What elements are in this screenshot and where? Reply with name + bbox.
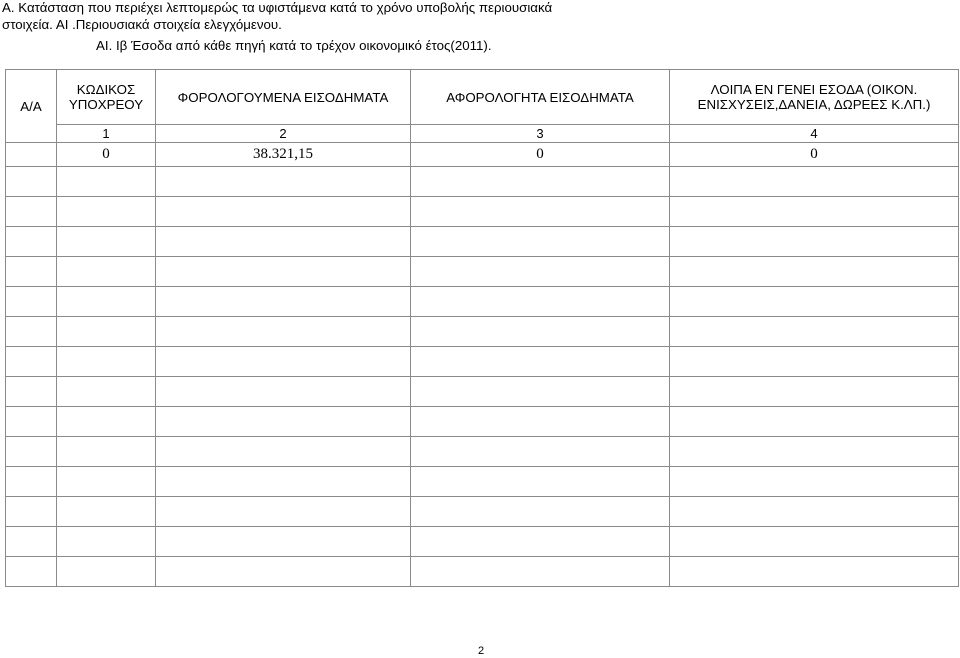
col-number-4: 4 (670, 125, 959, 143)
empty-row (6, 437, 959, 467)
empty-row (6, 317, 959, 347)
heading-line-1: Α. Κατάσταση που περιέχει λεπτομερώς τα υφιστάμενα κατά το χρόνο υποβολής περιουσιακά (2, 0, 553, 15)
page-number: 2 (478, 645, 485, 657)
col-number-3: 3 (411, 125, 670, 143)
empty-row (6, 227, 959, 257)
empty-row (6, 527, 959, 557)
empty-row (6, 167, 959, 197)
row-other-cell: 0 (670, 143, 959, 167)
col-number-1: 1 (57, 125, 156, 143)
row-code-cell: 0 (57, 143, 156, 167)
empty-row (6, 407, 959, 437)
heading-line-3: ΑΙ. Ιβ Έσοδα από κάθε πηγή κατά το τρέχον οικονομικό έτος(2011). (96, 38, 492, 53)
empty-row (6, 287, 959, 317)
empty-row (6, 347, 959, 377)
col-header-taxed: ΦΟΡΟΛΟΓΟΥΜΕΝΑ ΕΙΣΟΔΗΜΑΤΑ (156, 70, 411, 125)
row-taxed-cell: 38.321,15 (156, 143, 411, 167)
empty-row (6, 557, 959, 587)
column-number-row (6, 125, 959, 143)
row-untaxed-cell: 0 (411, 143, 670, 167)
col-header-code: ΚΩΔΙΚΟΣ ΥΠΟΧΡΕΟΥ (57, 70, 156, 125)
col-number-2: 2 (156, 125, 411, 143)
table-header-row (6, 70, 959, 125)
empty-row (6, 497, 959, 527)
col-header-aa: Α/Α (6, 70, 57, 143)
heading-line-2: στοιχεία. ΑΙ .Περιουσιακά στοιχεία ελεγχόμενου. (2, 17, 282, 32)
table-row (6, 143, 959, 167)
col-header-other: ΛΟΙΠΑ ΕΝ ΓΕΝΕΙ ΕΣΟΔΑ (ΟΙΚΟΝ. ΕΝΙΣΧΥΣΕΙΣ,ΔΑΝΕΙΑ, ΔΩΡΕΕΣ Κ.ΛΠ.) (670, 70, 959, 125)
income-table (5, 69, 959, 587)
empty-row (6, 257, 959, 287)
empty-row (6, 197, 959, 227)
empty-row (6, 377, 959, 407)
empty-row (6, 467, 959, 497)
col-header-untaxed: ΑΦΟΡΟΛΟΓΗΤΑ ΕΙΣΟΔΗΜΑΤΑ (411, 70, 670, 125)
row-aa-cell (6, 143, 57, 167)
